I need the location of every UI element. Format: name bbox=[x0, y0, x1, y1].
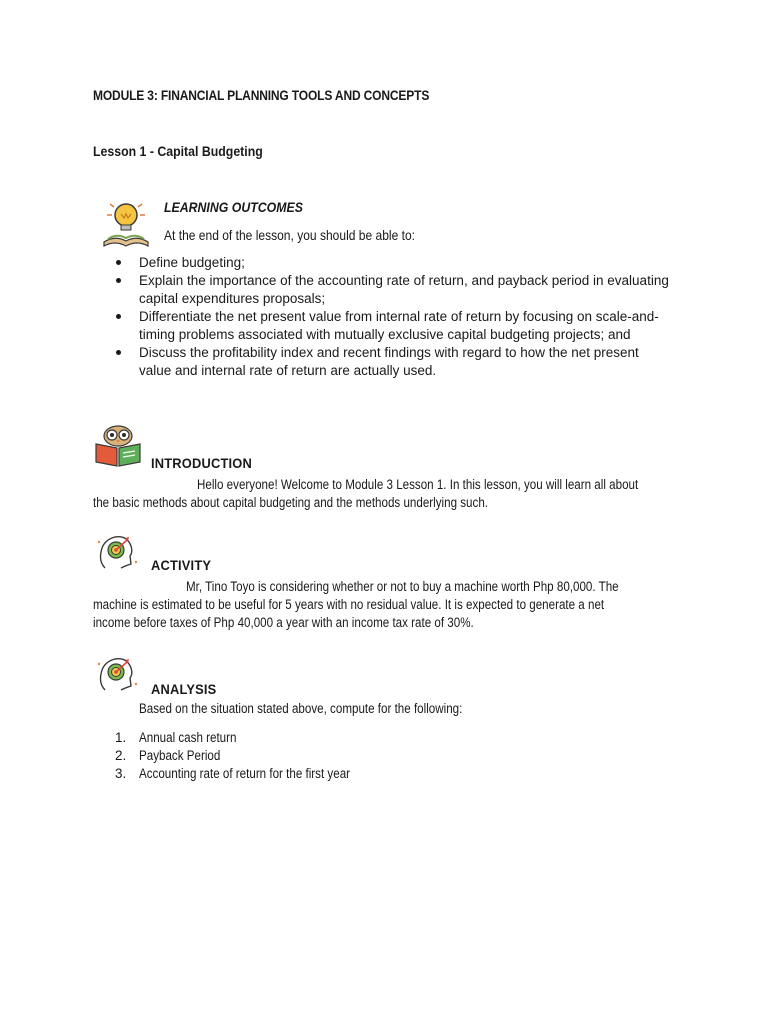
list-item: Discuss the profitability index and recent findings with regard to how the net present value and internal rate of return are actually used. bbox=[112, 344, 672, 380]
introduction-text: Hello everyone! Welcome to Module 3 Lesson 1. In this lesson, you will learn all about the basic methods about capital budgeting and the methods underlying such. bbox=[93, 477, 639, 510]
list-item: 2. Payback Period bbox=[115, 748, 221, 763]
module-title: MODULE 3: FINANCIAL PLANNING TOOLS AND CONCEPTS bbox=[93, 87, 430, 103]
learning-outcomes-intro: At the end of the lesson, you should be able to: bbox=[164, 227, 416, 243]
learning-outcomes-list bbox=[112, 254, 672, 380]
introduction-heading: INTRODUCTION bbox=[151, 455, 252, 471]
list-item: 3. Accounting rate of return for the first year bbox=[115, 766, 351, 781]
owl-reading-icon bbox=[93, 424, 143, 468]
list-item: Differentiate the net present value from internal rate of return by focusing on scale-and-timing problems associated with mutually exclusive capital budgeting projects; and bbox=[112, 308, 672, 344]
list-item: Define budgeting; bbox=[112, 254, 672, 272]
head-target-icon bbox=[95, 532, 141, 572]
head-target-icon bbox=[95, 654, 141, 694]
analysis-list bbox=[115, 729, 384, 783]
lesson-title: Lesson 1 - Capital Budgeting bbox=[93, 143, 263, 159]
analysis-heading: ANALYSIS bbox=[151, 681, 217, 697]
lightbulb-book-icon bbox=[100, 198, 152, 250]
analysis-intro: Based on the situation stated above, compute for the following: bbox=[139, 701, 463, 716]
activity-heading: ACTIVITY bbox=[151, 557, 212, 573]
list-item: 1. Annual cash return bbox=[115, 730, 237, 745]
activity-text: Mr, Tino Toyo is considering whether or not to buy a machine worth Php 80,000. The machine is estimated to be useful for 5 years with no residual value. It is expected to generate a net income before taxes of Php 40,000 a year with an income tax rate of 30%. bbox=[93, 579, 619, 630]
list-item: Explain the importance of the accounting rate of return, and payback period in evaluating capital expenditures proposals; bbox=[112, 272, 672, 308]
learning-outcomes-heading: LEARNING OUTCOMES bbox=[164, 199, 303, 215]
